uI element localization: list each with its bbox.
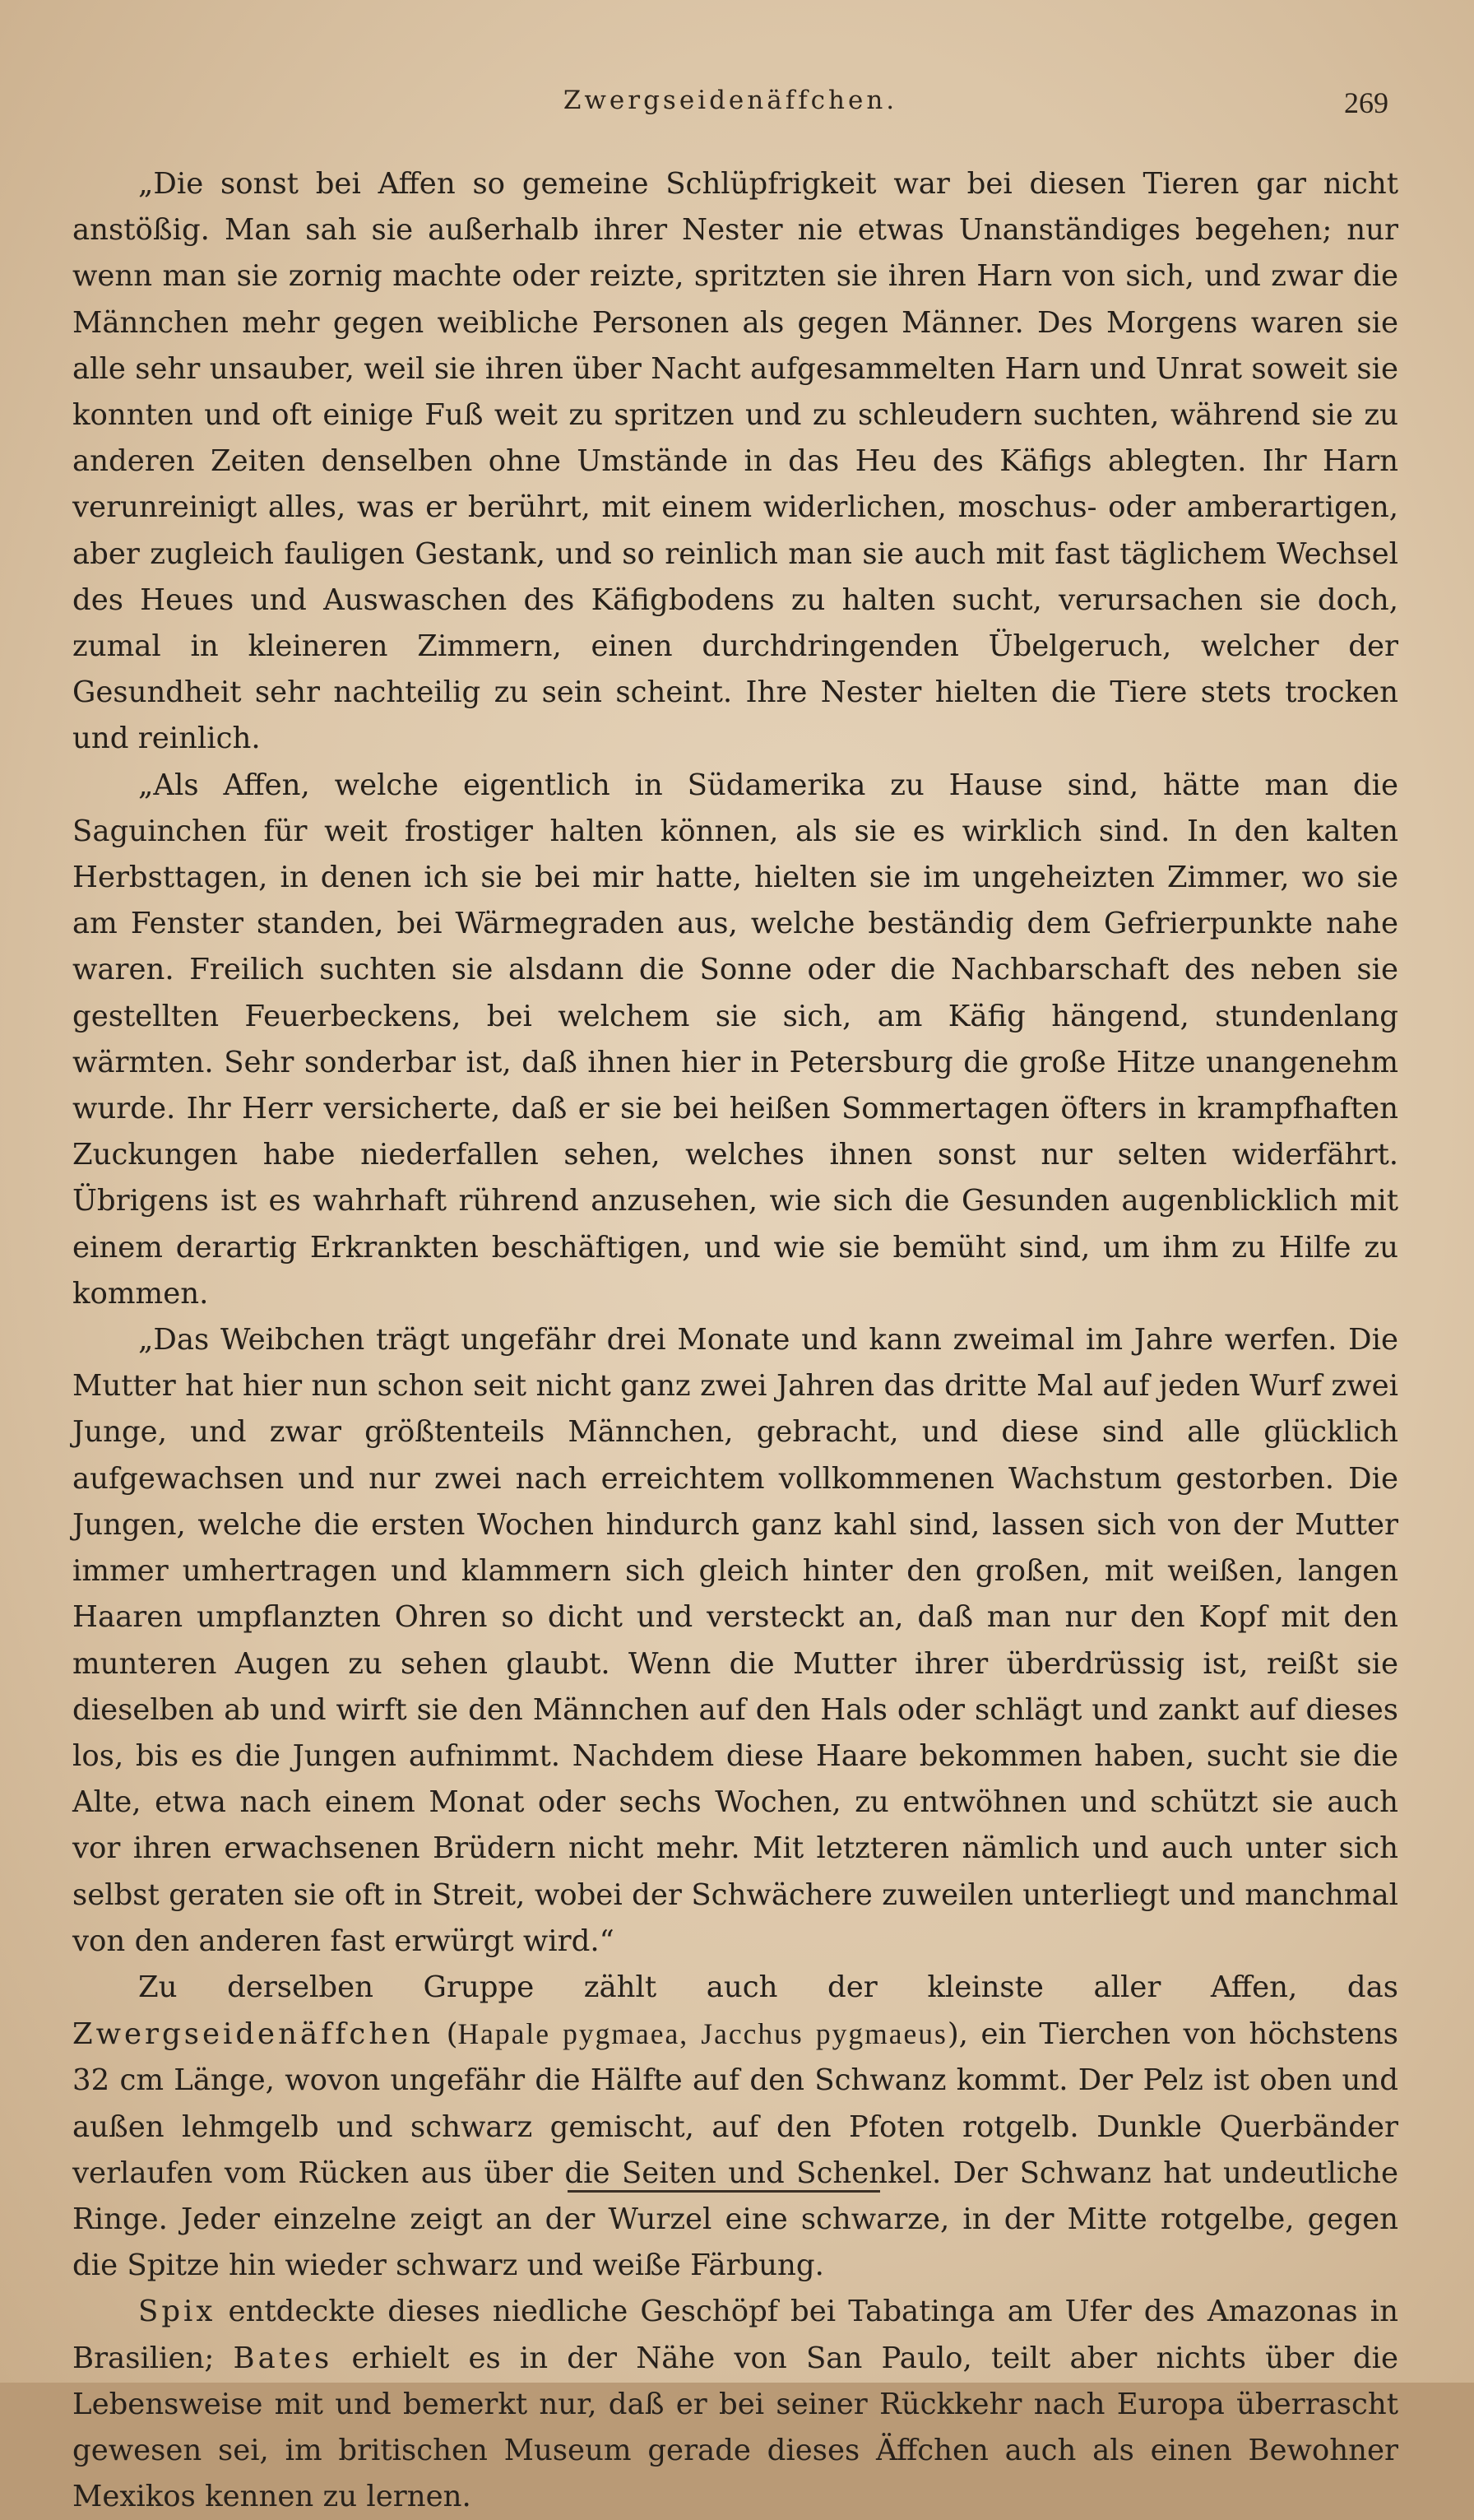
paragraph-4 [72, 1965, 1398, 2289]
body-text [72, 161, 1398, 2520]
paragraph-5-part-b: erhielt es in der Nähe von San Paulo, teilt aber nichts über die Lebensweise mit und bemerkt nur, daß er bei seiner Rückkehr nach Europa überrascht gewesen sei, im britischen Museum gerade dieses Äffchen auch als einen Bewohner Mexikos kennen zu lernen. [72, 2341, 1398, 2514]
page-number: 269 [1344, 86, 1388, 119]
scientific-names: Hapale pygmaea, Jacchus pygmaeus [457, 2017, 948, 2051]
paragraph-2: „Als Affen, welche eigentlich in Südamerika zu Hause sind, hätte man die Saguinchen für weit frostiger halten können, als sie es wirklich sind. In den kalten Herbsttagen, in denen ich sie bei mir hatte, hielten sie im ungeheizten Zimmer, wo sie am Fenster standen, bei Wärmegraden aus, welche beständig dem Gefrierpunkte nahe waren. Freilich suchten sie alsdann die Sonne oder die Nachbarschaft des neben sie gestellten Feuerbeckens, bei welchem sie sich, am Käfig hängend, stundenlang wärmten. Sehr sonderbar ist, daß ihnen hier in Petersburg die große Hitze unangenehm wurde. Ihr Herr versicherte, daß er sie bei heißen Sommertagen öfters in krampfhaften Zuckungen habe niederfallen sehen, welches ihnen sonst nur selten widerfährt. Übrigens ist es wahrhaft rührend anzusehen, wie sich die Gesunden augenblicklich mit einem derartig Erkrankten beschäftigen, und wie sie bemüht sind, um ihm zu Hilfe zu kommen. [72, 768, 1398, 1311]
paragraph-4-intro: Zu derselben Gruppe zählt auch der kleinste aller Affen, das [138, 1970, 1398, 2004]
paragraph-5 [72, 2289, 1398, 2520]
section-divider [568, 2190, 880, 2193]
author-name-spix: Spix [138, 2295, 216, 2329]
species-name: Zwergseidenäffchen [72, 2017, 433, 2052]
page-header [72, 86, 1388, 135]
paragraph-5-part-a: entdeckte dieses niedliche Geschöpf bei Tabatinga am Ufer des Amazonas in Brasilien; [72, 2295, 1398, 2375]
scientific-name-open: ( [433, 2017, 458, 2052]
author-name-bates: Bates [233, 2341, 333, 2375]
paragraph-1: „Die sonst bei Affen so gemeine Schlüpfrigkeit war bei diesen Tieren gar nicht anstößig. Man sah sie außerhalb ihrer Nester nie etwas Unanständiges begehen; nur wenn man sie zornig machte oder reizte, spritzten sie ihren Harn von sich, und zwar die Männchen mehr gegen weibliche Personen als gegen Männer. Des Morgens waren sie alle sehr unsauber, weil sie ihren über Nacht aufgesammelten Harn und Unrat soweit sie konnten und oft einige Fuß weit zu spritzen und zu schleudern suchten, während sie zu anderen Zeiten denselben ohne Umstände in das Heu des Käfigs ablegten. Ihr Harn verunreinigt alles, was er berührt, mit einem widerlichen, moschus- oder amberartigen, aber zugleich fauligen Gestank, und so reinlich man sie auch mit fast täglichem Wechsel des Heues und Auswaschen des Käfigbodens zu halten sucht, verursachen sie doch, zumal in kleineren Zimmern, einen durchdringenden Übelgeruch, welcher der Gesundheit sehr nachteilig zu sein scheint. Ihre Nester hielten die Tiere stets trocken und reinlich. [72, 167, 1398, 756]
running-title: Zwergseidenäffchen. [563, 86, 898, 115]
paragraph-4-body: ), ein Tierchen von höchstens 32 cm Länge, wovon ungefähr die Hälfte auf den Schwanz kommt. Der Pelz ist oben und außen lehmgelb und schwarz gemischt, auf den Pfoten rotgelb. Dunkle Querbänder verlaufen vom Rücken aus über die Seiten und Schenkel. Der Schwanz hat undeutliche Ringe. Jeder einzelne zeigt an der Wurzel eine schwarze, in der Mitte rotgelbe, gegen die Spitze hin wieder schwarz und weiße Färbung. [72, 2017, 1398, 2283]
paragraph-3: „Das Weibchen trägt ungefähr drei Monate und kann zweimal im Jahre werfen. Die Mutter hat hier nun schon seit nicht ganz zwei Jahren das dritte Mal auf jeden Wurf zwei Junge, und zwar größtenteils Männchen, gebracht, und diese sind alle glücklich aufgewachsen und nur zwei nach erreichtem vollkommenen Wachstum gestorben. Die Jungen, welche die ersten Wochen hindurch ganz kahl sind, lassen sich von der Mutter immer umhertragen und klammern sich gleich hinter den großen, mit weißen, langen Haaren umpflanzten Ohren so dicht und versteckt an, daß man nur den Kopf mit den munteren Augen zu sehen glaubt. Wenn die Mutter ihrer überdrüssig ist, reißt sie dieselben ab und wirft sie den Männchen auf den Hals oder schlägt und zankt auf dieses los, bis es die Jungen aufnimmt. Nachdem diese Haare bekommen haben, sucht sie die Alte, etwa nach einem Monat oder sechs Wochen, zu entwöhnen und schützt sie auch vor ihren erwachsenen Brüdern nicht mehr. Mit letzteren nämlich und auch unter sich selbst geraten sie oft in Streit, wobei der Schwächere zuweilen unterliegt und manchmal von den anderen fast erwürgt wird.“ [72, 1323, 1398, 1958]
